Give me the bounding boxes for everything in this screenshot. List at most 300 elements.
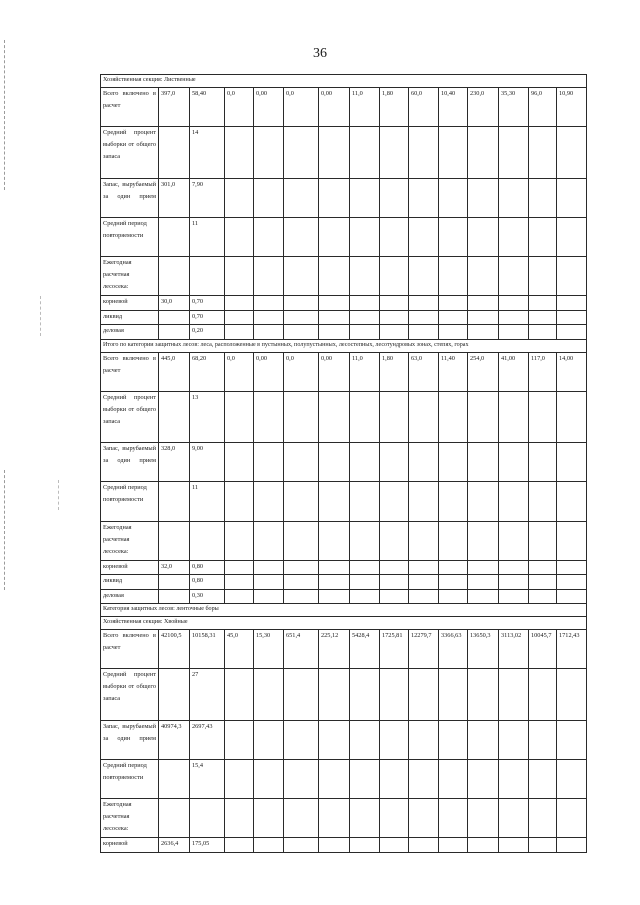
table-cell [409, 482, 439, 521]
table-cell [380, 310, 409, 324]
table-cell [284, 838, 319, 852]
table-cell [225, 178, 254, 217]
table-cell [439, 560, 468, 574]
table-cell: 3366,63 [439, 630, 468, 669]
table-cell [499, 720, 529, 759]
table-cell: 10,90 [557, 88, 587, 127]
table-cell [254, 325, 284, 339]
table-cell [499, 521, 529, 560]
table-cell [159, 310, 190, 324]
table-cell [380, 296, 409, 310]
table-cell [468, 589, 499, 603]
table-cell: 63,0 [409, 352, 439, 391]
table-cell [557, 391, 587, 443]
table-cell [254, 391, 284, 443]
table-cell [409, 127, 439, 179]
table-cell [380, 257, 409, 296]
table-row [101, 296, 587, 310]
table-cell: 651,4 [284, 630, 319, 669]
table-cell [468, 669, 499, 721]
table-cell [499, 575, 529, 589]
table-row [101, 391, 587, 443]
table-cell [159, 799, 190, 838]
table-cell: 0,00 [254, 88, 284, 127]
table-cell: 5428,4 [350, 630, 380, 669]
table-cell: 42100,5 [159, 630, 190, 669]
table-row [101, 720, 587, 759]
row-label: Ежегодная расчетная лесосека: [101, 521, 159, 560]
table-cell: 0,00 [319, 88, 350, 127]
table-cell [350, 760, 380, 799]
table-cell [499, 391, 529, 443]
table-cell: 301,0 [159, 178, 190, 217]
table-cell: 9,00 [190, 443, 225, 482]
table-cell [529, 257, 557, 296]
table-cell [284, 391, 319, 443]
table-cell [284, 669, 319, 721]
table-cell [225, 482, 254, 521]
table-cell [319, 838, 350, 852]
table-cell [350, 257, 380, 296]
table-cell [350, 443, 380, 482]
table-cell [319, 560, 350, 574]
table-cell [468, 217, 499, 256]
table-cell [190, 257, 225, 296]
table-cell: 0,80 [190, 575, 225, 589]
table-cell [319, 127, 350, 179]
section-heading: Категория защитных лесов: ленточные боры [101, 604, 587, 617]
table-cell [284, 521, 319, 560]
allowable-cut-table [100, 74, 587, 853]
table-cell: 14,00 [557, 352, 587, 391]
table-cell: 96,0 [529, 88, 557, 127]
table-cell [557, 217, 587, 256]
table-cell [409, 760, 439, 799]
table-cell [557, 575, 587, 589]
table-cell [439, 575, 468, 589]
table-cell [319, 257, 350, 296]
table-cell: 0,70 [190, 310, 225, 324]
table-cell [380, 720, 409, 759]
table-cell [439, 325, 468, 339]
row-label: корневой [101, 560, 159, 574]
table-cell: 27 [190, 669, 225, 721]
row-label: корневой [101, 838, 159, 852]
row-label: Средний процент выборки от общего запаса [101, 127, 159, 179]
table-cell [439, 310, 468, 324]
table-cell [380, 669, 409, 721]
table-cell [319, 575, 350, 589]
table-cell: 397,0 [159, 88, 190, 127]
table-row [101, 560, 587, 574]
row-label: Всего включено в расчет [101, 352, 159, 391]
table-row [101, 88, 587, 127]
table-cell [557, 720, 587, 759]
table-cell [350, 799, 380, 838]
table-cell [439, 838, 468, 852]
table-cell: 10045,7 [529, 630, 557, 669]
table-cell: 40974,3 [159, 720, 190, 759]
table-cell [557, 589, 587, 603]
table-cell [468, 178, 499, 217]
table-cell [380, 799, 409, 838]
table-cell [319, 310, 350, 324]
section-heading: Хозяйственная секция: Лиственные [101, 75, 587, 88]
table-cell [409, 310, 439, 324]
table-cell: 35,30 [499, 88, 529, 127]
table-row [101, 178, 587, 217]
table-cell [254, 560, 284, 574]
table-cell [529, 217, 557, 256]
table-cell: 30,0 [159, 296, 190, 310]
table-cell: 13 [190, 391, 225, 443]
table-cell [159, 257, 190, 296]
row-label: деловая [101, 325, 159, 339]
table-cell [557, 799, 587, 838]
table-row [101, 482, 587, 521]
table-row [101, 257, 587, 296]
table-cell [380, 575, 409, 589]
table-cell: 11 [190, 217, 225, 256]
table-cell [468, 760, 499, 799]
table-cell [439, 217, 468, 256]
table-row [101, 630, 587, 669]
section-heading-row [101, 604, 587, 617]
table-cell [225, 310, 254, 324]
table-cell [529, 325, 557, 339]
table-cell [319, 521, 350, 560]
table-cell: 32,0 [159, 560, 190, 574]
table-cell [380, 178, 409, 217]
table-cell [350, 482, 380, 521]
table-cell [254, 178, 284, 217]
table-cell [319, 217, 350, 256]
table-cell [350, 720, 380, 759]
table-cell [468, 521, 499, 560]
row-label: деловая [101, 589, 159, 603]
table-cell: 10,40 [439, 88, 468, 127]
table-cell [380, 589, 409, 603]
table-cell: 11 [190, 482, 225, 521]
table-cell [225, 127, 254, 179]
table-cell: 0,00 [254, 352, 284, 391]
table-cell: 445,0 [159, 352, 190, 391]
table-cell [254, 127, 284, 179]
table-cell: 175,05 [190, 838, 225, 852]
table-cell [254, 838, 284, 852]
table-cell [350, 521, 380, 560]
table-cell [254, 257, 284, 296]
table-row [101, 217, 587, 256]
table-cell [225, 296, 254, 310]
table-cell [254, 669, 284, 721]
table-cell [529, 521, 557, 560]
table-cell [529, 669, 557, 721]
table-cell [557, 127, 587, 179]
table-cell [409, 589, 439, 603]
table-cell [350, 310, 380, 324]
table-cell [319, 178, 350, 217]
table-cell [557, 296, 587, 310]
table-cell [380, 217, 409, 256]
table-cell [380, 838, 409, 852]
table-cell [225, 521, 254, 560]
table-cell [319, 482, 350, 521]
table-cell: 1725,81 [380, 630, 409, 669]
table-cell [284, 720, 319, 759]
table-cell [529, 391, 557, 443]
table-cell [159, 575, 190, 589]
table-cell [225, 443, 254, 482]
table-cell: 117,0 [529, 352, 557, 391]
table-cell: 60,0 [409, 88, 439, 127]
table-cell [439, 589, 468, 603]
table-cell [350, 589, 380, 603]
table-cell [254, 443, 284, 482]
table-cell [319, 325, 350, 339]
table-cell [319, 669, 350, 721]
table-cell [225, 391, 254, 443]
table-cell [159, 521, 190, 560]
table-cell [225, 589, 254, 603]
table-cell [499, 443, 529, 482]
row-label: Всего включено в расчет [101, 630, 159, 669]
table-cell: 254,0 [468, 352, 499, 391]
table-cell [284, 560, 319, 574]
table-cell [284, 178, 319, 217]
table-cell [159, 391, 190, 443]
table-cell: 11,40 [439, 352, 468, 391]
table-cell [468, 325, 499, 339]
table-cell [468, 443, 499, 482]
table-cell [159, 217, 190, 256]
table-cell: 41,00 [499, 352, 529, 391]
table-cell [159, 589, 190, 603]
table-cell [380, 127, 409, 179]
table-cell [225, 799, 254, 838]
table-cell [439, 669, 468, 721]
row-label: Ежегодная расчетная лесосека: [101, 799, 159, 838]
table-cell: 11,0 [350, 88, 380, 127]
table-cell [499, 257, 529, 296]
table-row [101, 760, 587, 799]
table-cell: 0,0 [225, 352, 254, 391]
table-row [101, 127, 587, 179]
table-cell [225, 325, 254, 339]
table-cell: 0,30 [190, 589, 225, 603]
scan-edge-mark [4, 470, 5, 590]
table-cell [254, 720, 284, 759]
table-row [101, 799, 587, 838]
table-cell [529, 482, 557, 521]
section-heading: Итого по категории защитных лесов: леса, расположенные в пустынных, полупустынных, лесостепных, лесотундровых зонах, степях, горах [101, 339, 587, 352]
table-cell [499, 217, 529, 256]
table-cell [380, 325, 409, 339]
table-cell: 11,0 [350, 352, 380, 391]
row-label: Запас, вырубаемый за один прием [101, 443, 159, 482]
table-cell [557, 178, 587, 217]
table-cell [409, 838, 439, 852]
table-cell [190, 521, 225, 560]
table-cell [319, 443, 350, 482]
table-cell [409, 521, 439, 560]
table-cell [409, 217, 439, 256]
row-label: корневой [101, 296, 159, 310]
table-cell [529, 760, 557, 799]
table-cell [468, 482, 499, 521]
table-cell [557, 521, 587, 560]
table-cell [380, 391, 409, 443]
table-cell [254, 217, 284, 256]
table-cell [529, 443, 557, 482]
table-cell [284, 589, 319, 603]
table-row [101, 575, 587, 589]
row-label: Ежегодная расчетная лесосека: [101, 257, 159, 296]
table-row [101, 521, 587, 560]
table-cell [409, 325, 439, 339]
table-cell [350, 178, 380, 217]
table-cell [468, 391, 499, 443]
section-heading-row [101, 75, 587, 88]
table-cell [439, 127, 468, 179]
table-cell [409, 720, 439, 759]
table-cell [499, 589, 529, 603]
table-row [101, 352, 587, 391]
row-label: Средний период повторяемости [101, 760, 159, 799]
table-cell [284, 217, 319, 256]
table-cell [468, 257, 499, 296]
table-cell [439, 296, 468, 310]
table-cell: 2697,43 [190, 720, 225, 759]
table-cell [557, 760, 587, 799]
table-cell [319, 720, 350, 759]
table-cell [350, 325, 380, 339]
table-cell [557, 257, 587, 296]
table-cell: 3113,02 [499, 630, 529, 669]
table-cell [468, 799, 499, 838]
table-cell [409, 178, 439, 217]
table-cell [468, 575, 499, 589]
table-cell [284, 310, 319, 324]
table-cell [350, 575, 380, 589]
table-cell [284, 257, 319, 296]
table-cell [159, 760, 190, 799]
table-cell [319, 296, 350, 310]
table-cell [468, 310, 499, 324]
table-cell [499, 178, 529, 217]
table-cell: 14 [190, 127, 225, 179]
table-cell [254, 310, 284, 324]
row-label: Средний процент выборки от общего запаса [101, 669, 159, 721]
table-cell [439, 257, 468, 296]
table-cell [409, 575, 439, 589]
table-cell [468, 127, 499, 179]
table-cell: 225,12 [319, 630, 350, 669]
table-cell [284, 296, 319, 310]
table-cell: 7,90 [190, 178, 225, 217]
table-cell [350, 296, 380, 310]
table-cell [409, 560, 439, 574]
table-cell [409, 799, 439, 838]
table-cell [468, 560, 499, 574]
table-cell: 328,0 [159, 443, 190, 482]
table-cell: 0,00 [319, 352, 350, 391]
table-cell [529, 575, 557, 589]
table-cell [350, 391, 380, 443]
page-number: 36 [313, 46, 327, 61]
table-cell [439, 391, 468, 443]
table-cell: 58,40 [190, 88, 225, 127]
row-label: Средний период повторяемости [101, 482, 159, 521]
table-row [101, 669, 587, 721]
table-cell [499, 482, 529, 521]
table-cell [409, 443, 439, 482]
row-label: Запас, вырубаемый за один прием [101, 720, 159, 759]
table-cell [439, 720, 468, 759]
table-cell [439, 443, 468, 482]
table-cell [529, 589, 557, 603]
table-cell [499, 669, 529, 721]
table-cell [225, 838, 254, 852]
table-cell [468, 838, 499, 852]
table-cell [557, 443, 587, 482]
table-cell [499, 325, 529, 339]
table-cell [468, 296, 499, 310]
table-cell [499, 838, 529, 852]
table-cell: 45,0 [225, 630, 254, 669]
table-cell [190, 799, 225, 838]
table-cell [159, 127, 190, 179]
section-heading-row [101, 617, 587, 630]
table-cell [529, 720, 557, 759]
row-label: Всего включено в расчет [101, 88, 159, 127]
table-cell [350, 560, 380, 574]
table-cell [499, 760, 529, 799]
row-label: Средний период повторяемости [101, 217, 159, 256]
table-cell [409, 257, 439, 296]
table-cell [159, 482, 190, 521]
table-cell: 0,0 [284, 88, 319, 127]
table-cell [225, 760, 254, 799]
table-cell [350, 217, 380, 256]
table-cell [225, 575, 254, 589]
table-cell [225, 560, 254, 574]
table-cell [350, 127, 380, 179]
table-cell [284, 575, 319, 589]
table-cell [319, 391, 350, 443]
table-cell [499, 127, 529, 179]
table-cell [439, 482, 468, 521]
table-cell [254, 575, 284, 589]
table-cell [284, 127, 319, 179]
table-row [101, 443, 587, 482]
table-cell [284, 799, 319, 838]
table-cell [225, 217, 254, 256]
table-cell: 1,80 [380, 352, 409, 391]
table-cell: 0,20 [190, 325, 225, 339]
table-cell [350, 669, 380, 721]
row-label: Запас, вырубаемый за один прием [101, 178, 159, 217]
table-row [101, 325, 587, 339]
table-row [101, 589, 587, 603]
table-cell [529, 799, 557, 838]
table-cell: 0,0 [284, 352, 319, 391]
table-cell: 13650,3 [468, 630, 499, 669]
table-cell [557, 669, 587, 721]
table-row [101, 838, 587, 852]
table-cell: 230,0 [468, 88, 499, 127]
table-cell [380, 521, 409, 560]
